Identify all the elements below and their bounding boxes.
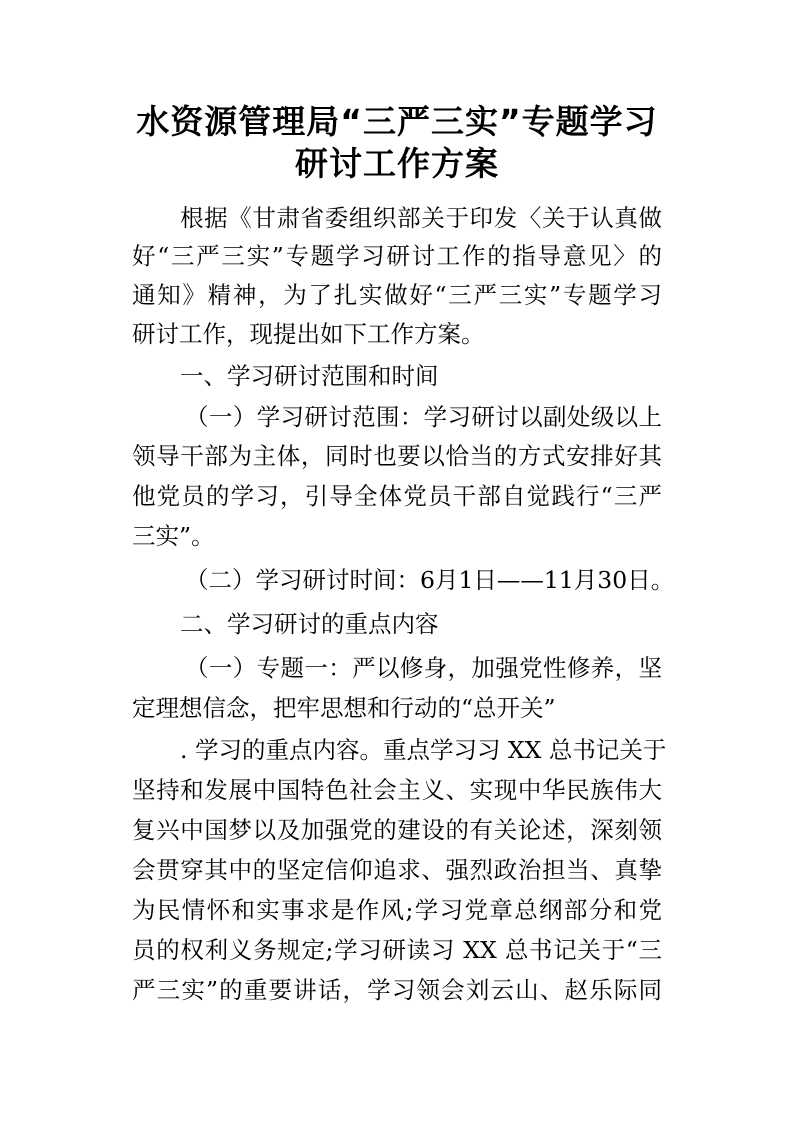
intro-line: 根据《甘肃省委组织部关于印发〈关于认真做 (180, 204, 662, 232)
intro-line: 好“三严三实”专题学习研讨工作的指导意见〉的 (132, 242, 662, 270)
intro-line: 通知》精神，为了扎实做好“三严三实”专题学习 (132, 281, 662, 309)
section-1-item-1-line: 三实”。 (132, 522, 215, 550)
section-2-item-1-line: （一）专题一：严以修身，加强党性修养，坚 (185, 654, 662, 682)
section-2-body-line: 严三实”的重要讲话，学习领会刘云山、赵乐际同 (132, 976, 662, 1004)
section-1-item-1-line: 领导干部为主体，同时也要以恰当的方式安排好其 (132, 442, 662, 470)
section-1-item-2: （二）学习研讨时间：6月1日——11月30日。 (185, 566, 675, 594)
section-2-heading: 二、学习研讨的重点内容 (180, 610, 439, 638)
document-title-line-2: 研讨工作方案 (295, 144, 499, 183)
section-2-item-1-line: 定理想信念，把牢思想和行动的“总开关” (132, 694, 556, 722)
section-2-body-line: 坚持和发展中国特色社会主义、实现中华民族伟大 (132, 776, 662, 804)
section-1-heading: 一、学习研讨范围和时间 (180, 362, 439, 390)
section-2-body-line: . 学习的重点内容。重点学习习 XX 总书记关于 (180, 736, 667, 764)
section-2-body-line: 复兴中国梦以及加强党的建设的有关论述，深刻领 (132, 816, 662, 844)
section-2-body-line: 员的权利义务规定;学习研读习 XX 总书记关于“三 (132, 936, 662, 964)
section-2-body-line: 为民情怀和实事求是作风;学习党章总纲部分和党 (132, 896, 662, 924)
intro-line: 研讨工作，现提出如下工作方案。 (132, 320, 485, 348)
section-1-item-1-line: （一）学习研讨范围：学习研讨以副处级以上 (185, 403, 662, 431)
section-1-item-1-line: 他党员的学习，引导全体党员干部自觉践行“三严 (132, 482, 662, 510)
document-title-line-1: 水资源管理局“三严三实”专题学习 (136, 102, 658, 141)
section-2-body-line: 会贯穿其中的坚定信仰追求、强烈政治担当、真挚 (132, 856, 662, 884)
